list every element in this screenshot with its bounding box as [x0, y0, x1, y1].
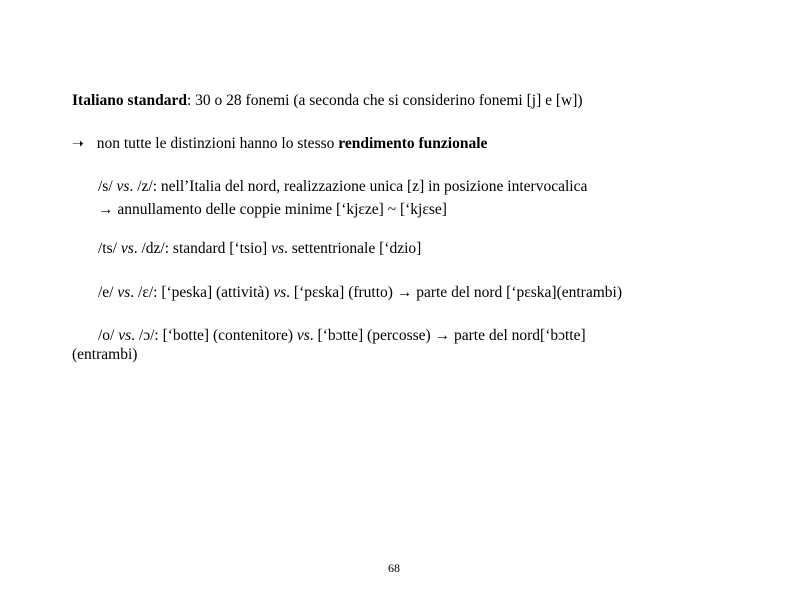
note-text: non tutte le distinzioni hanno lo stesso [96, 135, 339, 152]
item3-part-c: . [‘pɛska] (frutto) → parte del nord [‘pɛska](entrambi) [286, 284, 622, 301]
arrow-bullet-icon: ➝ [72, 137, 84, 152]
item3-vs2: vs [273, 284, 287, 301]
item4-part-b: . /ɔ/: [‘botte] (contenitore) [131, 327, 297, 344]
item4-vs: vs [118, 327, 132, 344]
intro-bold-label: Italiano standard [72, 92, 187, 109]
item2-vs2: vs [271, 240, 284, 257]
item4-line2: (entrambi) [72, 346, 138, 363]
item3-line [98, 284, 622, 302]
item1-line2: → annullamento delle coppie minime [‘kjɛze] ~ [‘kjɛse] [98, 201, 447, 218]
item4-part-c: . [‘bɔtte] (percosse) → parte del nord[‘bɔtte] [309, 327, 586, 344]
intro-line [72, 92, 583, 110]
item3-part-a: /e/ [98, 284, 118, 301]
item4-part-a: /o/ [98, 327, 119, 344]
item1-part-b: . /z/: nell’Italia del nord, realizzazione unica [z] in posizione intervocalica [129, 178, 588, 195]
item3-vs: vs [117, 284, 131, 301]
note-line [72, 135, 487, 154]
item4-line1 [98, 327, 586, 345]
item1-part-a: /s/ [98, 178, 117, 195]
note-bold: rendimento funzionale [338, 135, 488, 152]
item3-part-b: . /ɛ/: [‘peska] (attività) [130, 284, 274, 301]
intro-text: : 30 o 28 fonemi (a seconda che si considerino fonemi [j] e [w]) [187, 92, 583, 109]
item2-part-b: . /dz/: standard [‘tsio] [133, 240, 272, 257]
item1-vs: vs [116, 178, 130, 195]
page-number: 68 [388, 561, 400, 575]
item1-line1 [98, 178, 587, 196]
item2-part-a: /ts/ [98, 240, 121, 257]
item4-vs2: vs [296, 327, 310, 344]
item2-part-c: . settentrionale [‘dzio] [284, 240, 422, 257]
item2-line [98, 240, 421, 258]
item2-vs: vs [120, 240, 134, 257]
